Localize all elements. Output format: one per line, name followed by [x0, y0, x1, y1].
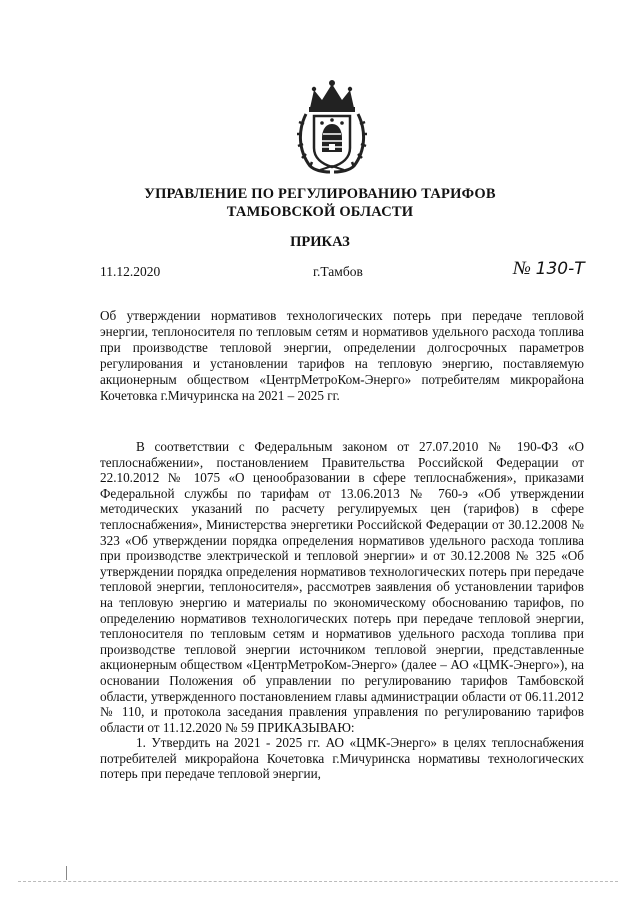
authority-line-2: ТАМБОВСКОЙ ОБЛАСТИ [226, 204, 414, 220]
number-sign: № [513, 258, 531, 279]
order-city: г.Тамбов [313, 264, 363, 279]
issuing-authority [60, 185, 580, 221]
preamble-paragraph: В соответствии с Федеральным законом от 27.07.2010 № 190-ФЗ «О теплоснабжении», постановлением Правительства Российской Федерации от 22.10.2012 № 1075 «О ценообразовании в сфере теплоснабжения», приказами Федеральной службы по тарифам от 13.06.2013 № 760-э «Об утверждении методических указаний по расчету регулируемых цен (тарифов) в сфере теплоснабжения», Министерства энергетики Российской Федерации от 30.12.2008 № 323 «Об утверждении порядка определения нормативов удельного расхода топлива при производстве электрической и тепловой энергии» и от 30.12.2008 № 325 «Об утверждении порядка определения нормативов технологических потерь при передаче тепловой энергии, теплоносителя», рассмотрев заявления об установлении тарифов на тепловую энергию и материалы по экономическому обоснованию тарифов, по определению нормативов технологических потерь при передаче тепловой энергии, теплоносителя по тепловым сетям и нормативов удельного расхода топлива при производстве тепловой энергии источником тепловой энергии, представленные акционерным обществом «ЦентрМетроКом-Энерго» (далее – АО «ЦМК-Энерго»), на основании Положения об управлении по регулированию тарифов Тамбовской области, утвержденного постановлением главы администрации области от 06.11.2012 № 110, и протокола заседания правления управления по регулированию тарифов области от 11.12.2020 № 59 ПРИКАЗЫВАЮ: [100, 439, 584, 735]
order-number-value: 130-Т [535, 259, 585, 279]
order-number [513, 258, 585, 280]
clause-1-paragraph: 1. Утвердить на 2021 - 2025 гг. АО «ЦМК-Энерго» в целях теплоснабжения потребителей микрорайона Кочетовка г.Мичуринска нормативы технологических потерь при передаче тепловой энергии, [100, 735, 584, 782]
order-subject: Об утверждении нормативов технологических потерь при передаче тепловой энергии, теплоносителя по тепловым сетям и нормативов удельного расхода топлива при производстве тепловой энергии, определении долгосрочных параметров регулирования и установлении тарифов на тепловую энергию, поставляемую акционерным обществом «ЦентрМетроКом-Энерго» потребителям микрорайона Кочетовка г.Мичуринска на 2021 – 2025 гг. [100, 308, 584, 403]
scan-mark [66, 866, 67, 880]
order-body [100, 439, 584, 782]
order-date: 11.12.2020 [100, 264, 161, 279]
authority-line-1: УПРАВЛЕНИЕ ПО РЕГУЛИРОВАНИЮ ТАРИФОВ [144, 186, 496, 202]
tambov-coat-of-arms-icon [296, 78, 368, 174]
document-type: ПРИКАЗ [290, 234, 350, 250]
scan-edge-line [18, 881, 618, 883]
